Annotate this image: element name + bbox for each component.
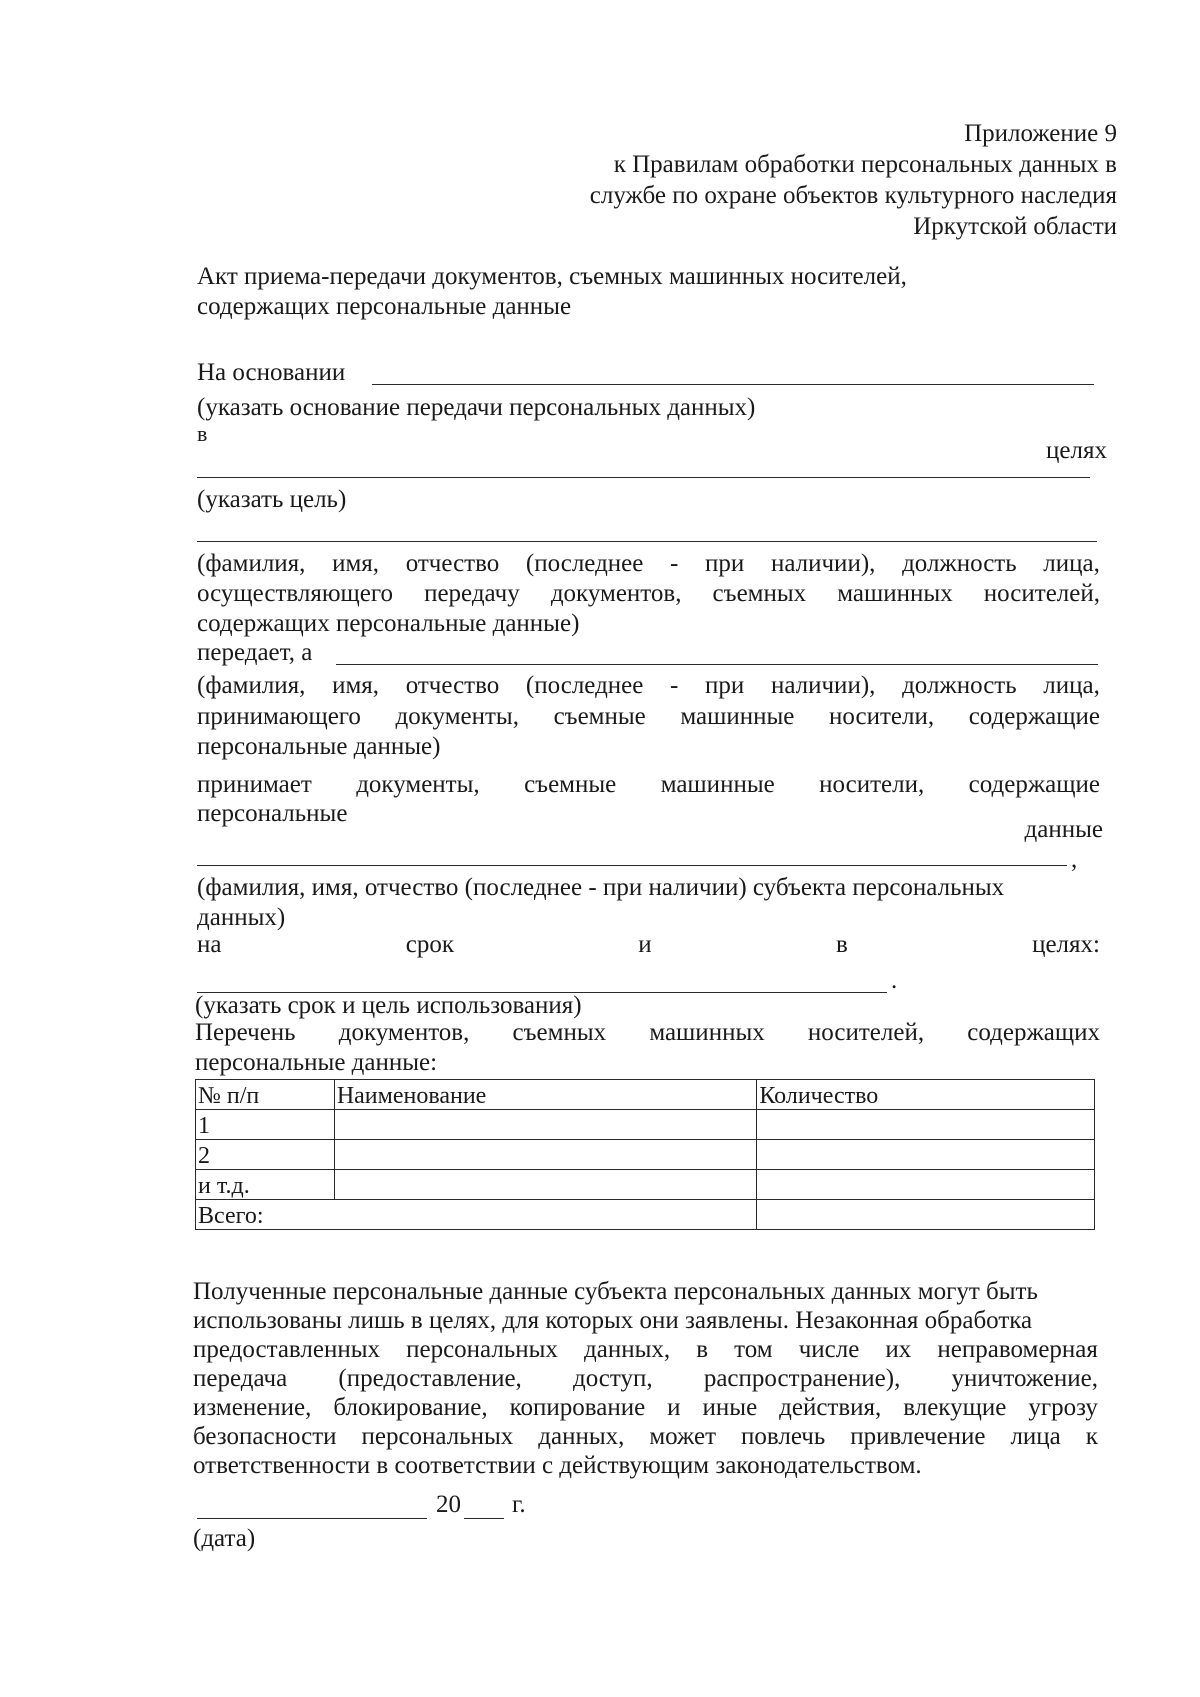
basis-blank-field[interactable]	[372, 384, 1094, 385]
word: к	[1085, 1423, 1098, 1450]
word: неправомерная	[937, 1336, 1098, 1363]
word: -	[670, 672, 679, 699]
notice-text: использованы лишь в целях, для которых они заявлены. Незаконная обработка	[193, 1307, 1033, 1334]
word: документы,	[356, 771, 480, 798]
word: документов,	[338, 1019, 470, 1046]
table-total-row	[196, 1200, 1095, 1230]
row-quantity-cell[interactable]	[757, 1110, 1095, 1140]
appendix-number: Приложение 9	[964, 120, 1117, 147]
word: содержащие	[968, 703, 1100, 730]
word: передачу	[424, 580, 520, 607]
word: копирование	[509, 1394, 646, 1421]
word: носители,	[819, 771, 925, 798]
header-cell-name: Наименование	[334, 1080, 757, 1110]
notice-text: ответственности в соответствии с действующим законодательством.	[193, 1452, 922, 1479]
word: уничтожение,	[951, 1365, 1098, 1392]
word: на	[197, 931, 222, 958]
personal-word: персональные	[197, 800, 348, 827]
notice-line	[193, 1422, 1098, 1451]
total-value-cell[interactable]	[757, 1200, 1095, 1230]
subject-blank-field[interactable]	[197, 865, 1067, 866]
word: -	[670, 550, 679, 577]
word: наличии),	[770, 550, 876, 577]
word: доступ,	[572, 1365, 653, 1392]
basis-hint: (указать основание передачи персональных данных)	[197, 394, 756, 421]
goal-hint: (указать цель)	[197, 486, 347, 513]
word: срок	[405, 931, 455, 958]
accepts-line	[197, 770, 1100, 800]
data-word: данные	[1024, 816, 1103, 843]
document-title	[197, 262, 907, 322]
header-cell-number: № п/п	[196, 1080, 335, 1110]
word: содержащих	[967, 1019, 1100, 1046]
word: имя,	[332, 550, 380, 577]
word: при	[705, 550, 745, 577]
word: привлечение	[850, 1423, 986, 1450]
word: блокирование,	[333, 1394, 488, 1421]
word: (фамилия,	[197, 550, 306, 577]
transferor-hint-line-3: содержащих персональные данные)	[197, 610, 580, 637]
word: угрозу	[1028, 1394, 1098, 1421]
receiver-blank-field[interactable]	[336, 664, 1098, 665]
table-header-row	[196, 1080, 1095, 1110]
word: наличии),	[770, 672, 876, 699]
word: действия,	[779, 1394, 882, 1421]
subject-hint-line-1: (фамилия, имя, отчество (последнее - при наличии) субъекта персональных	[197, 874, 1005, 901]
word: данных,	[538, 1423, 625, 1450]
word: съемные	[553, 703, 646, 730]
word: носители,	[829, 703, 935, 730]
row-number-cell: 2	[196, 1140, 335, 1170]
row-quantity-cell[interactable]	[757, 1170, 1095, 1200]
word: их	[885, 1336, 912, 1363]
subject-hint-line-2: данных)	[197, 904, 286, 931]
date-year-suffix: г.	[512, 1491, 526, 1518]
word: осуществляющего	[197, 580, 393, 607]
word: предоставленных	[193, 1336, 381, 1363]
word: при	[705, 672, 745, 699]
word: документы,	[395, 703, 519, 730]
word: повлечь	[741, 1423, 826, 1450]
goal-blank-field[interactable]	[197, 477, 1090, 478]
title-line-2: содержащих персональные данные	[197, 293, 572, 320]
receiver-hint-line-1	[197, 671, 1100, 701]
total-label-cell: Всего:	[196, 1200, 757, 1230]
word: должность	[902, 672, 1017, 699]
word: съемных	[512, 1019, 607, 1046]
word: принимающего	[197, 703, 361, 730]
word: лица,	[1043, 550, 1100, 577]
list-line-1	[195, 1018, 1100, 1048]
notice-line	[193, 1306, 1098, 1335]
table-row	[196, 1140, 1095, 1170]
word: лица,	[1043, 672, 1100, 699]
row-name-cell[interactable]	[334, 1140, 757, 1170]
word: данных,	[584, 1336, 671, 1363]
row-name-cell[interactable]	[334, 1110, 757, 1140]
word: отчество	[405, 672, 500, 699]
word: безопасности	[193, 1423, 337, 1450]
transferor-hint-line-2	[197, 579, 1100, 609]
receiver-hint-line-3: персональные данные)	[197, 733, 441, 760]
appendix-region-line: Иркутской области	[913, 213, 1117, 240]
word: и	[667, 1394, 681, 1421]
word: носителей,	[983, 580, 1100, 607]
word: Перечень	[195, 1019, 296, 1046]
word: отчество	[405, 550, 500, 577]
term-period: .	[891, 967, 898, 994]
word: лица	[1010, 1423, 1061, 1450]
word: и	[638, 931, 652, 958]
word: съемных	[712, 580, 807, 607]
word: изменение,	[193, 1394, 312, 1421]
word: передача	[193, 1365, 288, 1392]
notice-line	[193, 1393, 1098, 1422]
notice-line	[193, 1451, 1098, 1480]
row-name-cell[interactable]	[334, 1170, 757, 1200]
notice-line	[193, 1277, 1098, 1306]
word: может	[649, 1423, 717, 1450]
date-year-prefix: 20	[436, 1491, 461, 1518]
notice-line	[193, 1364, 1098, 1393]
receiver-hint-line-2	[197, 702, 1100, 732]
word: целях:	[1032, 931, 1100, 958]
row-quantity-cell[interactable]	[757, 1140, 1095, 1170]
word: распространение),	[703, 1365, 901, 1392]
row-number-cell: и т.д.	[196, 1170, 335, 1200]
header-cell-quantity: Количество	[757, 1080, 1095, 1110]
word: должность	[902, 550, 1017, 577]
date-day-month-blank[interactable]	[197, 1518, 427, 1519]
table-row	[196, 1170, 1095, 1200]
notice-paragraph	[193, 1277, 1098, 1480]
word: (предоставление,	[338, 1365, 522, 1392]
in-word: в	[197, 421, 208, 446]
word: (фамилия,	[197, 672, 306, 699]
date-hint: (дата)	[193, 1525, 256, 1552]
appendix-service-line: службе по охране объектов культурного наследия	[589, 182, 1117, 209]
table-row	[196, 1110, 1095, 1140]
word: съемные	[524, 771, 617, 798]
word: (последнее	[525, 672, 644, 699]
list-line-2: персональные данные:	[195, 1049, 438, 1076]
word: машинные	[680, 703, 795, 730]
word: содержащие	[968, 771, 1100, 798]
notice-text: Полученные персональные данные субъекта персональных данных могут быть	[193, 1278, 1038, 1305]
word: в	[835, 931, 848, 958]
appendix-rules-line: к Правилам обработки персональных данных в	[613, 151, 1117, 178]
row-number-cell: 1	[196, 1110, 335, 1140]
word: машинных	[649, 1019, 765, 1046]
word: имя,	[332, 672, 380, 699]
subject-comma: ,	[1071, 846, 1078, 873]
title-line-1: Акт приема-передачи документов, съемных машинных носителей,	[197, 263, 907, 290]
term-hint: (указать срок и цель использования)	[195, 992, 582, 1019]
word: машинные	[660, 771, 775, 798]
transferor-hint-line-1	[197, 549, 1100, 579]
word: (последнее	[525, 550, 644, 577]
word: иные	[702, 1394, 758, 1421]
term-line	[197, 930, 1100, 960]
word: персональных	[406, 1336, 558, 1363]
goals-word: целях	[1046, 437, 1107, 464]
word: персональных	[361, 1423, 514, 1450]
word: числе	[798, 1336, 860, 1363]
documents-table	[195, 1079, 1095, 1230]
notice-line	[193, 1335, 1098, 1364]
appendix-header	[590, 118, 1117, 242]
word: в	[696, 1336, 709, 1363]
word: влекущие	[903, 1394, 1007, 1421]
word: машинных	[837, 580, 953, 607]
word: том	[734, 1336, 773, 1363]
word: носителей,	[807, 1019, 925, 1046]
transferor-blank-field[interactable]	[197, 541, 1097, 542]
date-year-blank[interactable]	[464, 1518, 504, 1519]
word: документов,	[550, 580, 682, 607]
word: принимает	[197, 771, 312, 798]
basis-label: На основании	[197, 359, 346, 386]
transfers-label: передает, а	[197, 639, 313, 666]
